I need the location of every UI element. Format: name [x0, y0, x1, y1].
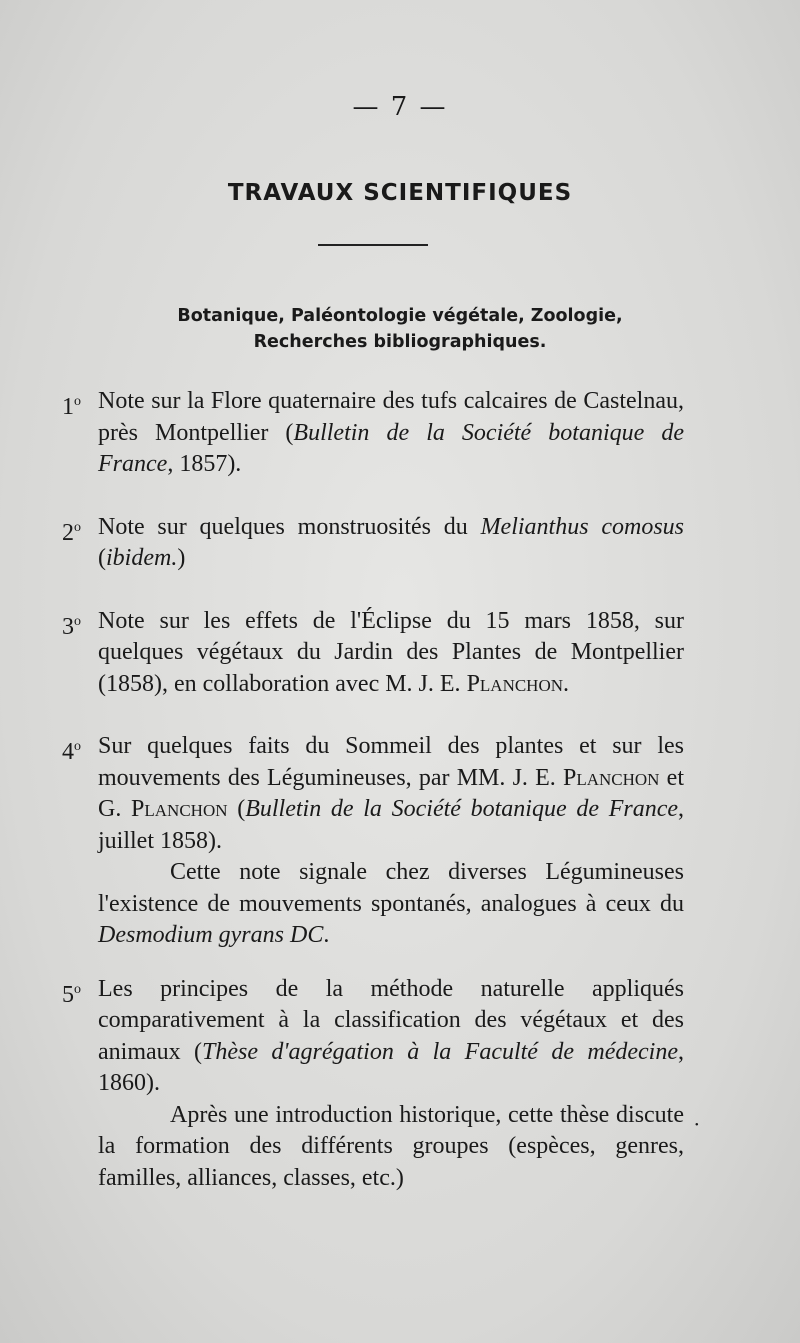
entry-5: 5$^o$ Les principes de la méthode naturelle appliqués comparativement à la classification des végétaux et des animaux (Thèse d'agrégation à la Faculté de médecine, 1860). Après une introduction historique, cette thèse discute la formation des différents groupes (espèces, genres, familles, alliances, classes, etc.) — [62, 974, 684, 1195]
entry-number: 3$^o$ — [62, 613, 81, 640]
entry-list — [62, 386, 684, 1216]
entry-1: 1$^o$ Note sur la Flore quaternaire des tufs calcaires de Castelnau, près Montpellier (Bulletin de la Société botanique de France, 1857). — [62, 388, 684, 477]
entry-4: 4$^o$ Sur quelques faits du Sommeil des plantes et sur les mouvements des Légumineuses, par MM. J. E. Planchon et G. Planchon (Bulletin de la Société botanique de France, juillet 1858). Cette note signale chez diverses Légumineuses l'existence de mouvements spontanés, analogues à ceux du Desmodium gyrans DC. — [62, 731, 684, 952]
entry-4-description: Cette note signale chez diverses Légumineuses l'existence de mouvements spontanés, analogues à ceux du Desmodium gyrans DC. — [98, 859, 684, 948]
entry-2: 2$^o$ Note sur quelques monstruosités du Melianthus comosus (ibidem.) — [62, 513, 684, 571]
title-rule — [318, 244, 428, 246]
section-subtitle-line1: Botanique, Paléontologie végétale, Zoologie, — [177, 306, 623, 326]
section-subtitle-line2: Recherches bibliographiques. — [253, 332, 547, 352]
entry-3: 3$^o$ Note sur les effets de l'Éclipse du 15 mars 1858, sur quelques végétaux du Jardin des Plantes de Montpellier (1858), en collaboration avec M. J. E. Planchon. — [62, 607, 684, 697]
entry-number: 5$^o$ — [62, 981, 81, 1008]
entry-number: 4$^o$ — [62, 739, 81, 765]
page-title: TRAVAUX SCIENTIFIQUES — [227, 180, 573, 206]
entry-number: 2$^o$ — [62, 519, 81, 546]
entry-number: 1$^o$ — [62, 394, 81, 420]
page-number: — 7 — — [352, 92, 448, 122]
entry-5-description: Après une introduction historique, cette thèse discute la formation des différents groupes (espèces, genres, familles, alliances, classes, etc.) — [98, 1101, 684, 1191]
ink-speck: · — [693, 1112, 700, 1136]
